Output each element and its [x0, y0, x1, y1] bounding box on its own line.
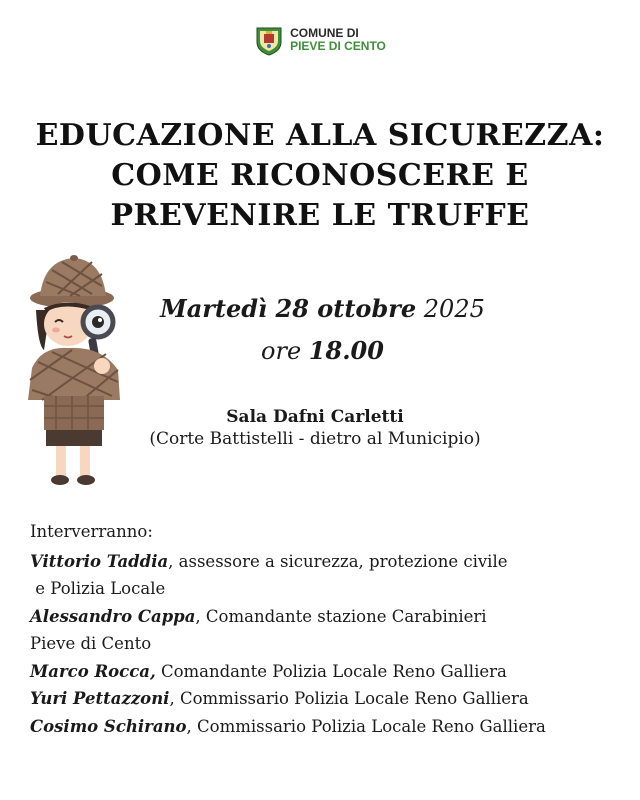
speaker-role: Comandante Polizia Locale Reno Galliera [155, 661, 507, 681]
speaker-name: Alessandro Cappa [30, 606, 196, 626]
speaker-role-continued: Pieve di Cento [30, 634, 152, 653]
event-date [150, 294, 495, 323]
speaker-role: , assessore a sicurezza, protezione civile [168, 551, 508, 571]
org-line2: PIEVE DI CENTO [290, 39, 386, 53]
speaker-name: Vittorio Taddia [30, 551, 169, 571]
speakers-intro: Interverranno: [30, 522, 153, 541]
title-line1: EDUCAZIONE ALLA SICUREZZA: [35, 118, 605, 153]
event-time [150, 336, 495, 365]
speaker-item [30, 713, 630, 741]
speakers-section [30, 518, 630, 740]
municipal-crest-icon [254, 24, 284, 56]
speaker-role: , Comandante stazione Carabinieri [195, 606, 487, 626]
speaker-item [30, 603, 630, 631]
event-venue [110, 406, 520, 450]
detective-with-magnifying-glass-icon [22, 250, 134, 490]
event-date-year: 2025 [423, 295, 485, 323]
venue-name: Sala Dafni Carletti [226, 407, 404, 427]
title-line3: PREVENIRE LE TRUFFE [110, 198, 530, 233]
venue-address: (Corte Battistelli - dietro al Municipio) [149, 429, 481, 449]
speaker-name: Cosimo Schirano [30, 716, 187, 736]
event-time-value: 18.00 [308, 336, 384, 365]
event-time-prefix: ore [261, 337, 302, 365]
org-name [290, 27, 386, 53]
page-title [20, 116, 620, 236]
speaker-name: Marco Rocca, [30, 661, 156, 681]
org-line1: COMUNE DI [290, 26, 359, 40]
speaker-item [30, 548, 630, 576]
speaker-role: , Commissario Polizia Locale Reno Galliera [169, 689, 529, 708]
title-line2: COME RICONOSCERE E [111, 158, 529, 193]
speaker-role: , Commissario Polizia Locale Reno Galliera [186, 716, 546, 736]
event-date-day: Martedì 28 ottobre [160, 294, 417, 323]
speaker-role-continued: e Polizia Locale [30, 579, 166, 598]
speaker-item [30, 685, 630, 713]
header [0, 24, 640, 56]
speaker-item [30, 658, 630, 686]
speaker-name: Yuri Pettazzoni [30, 689, 170, 708]
